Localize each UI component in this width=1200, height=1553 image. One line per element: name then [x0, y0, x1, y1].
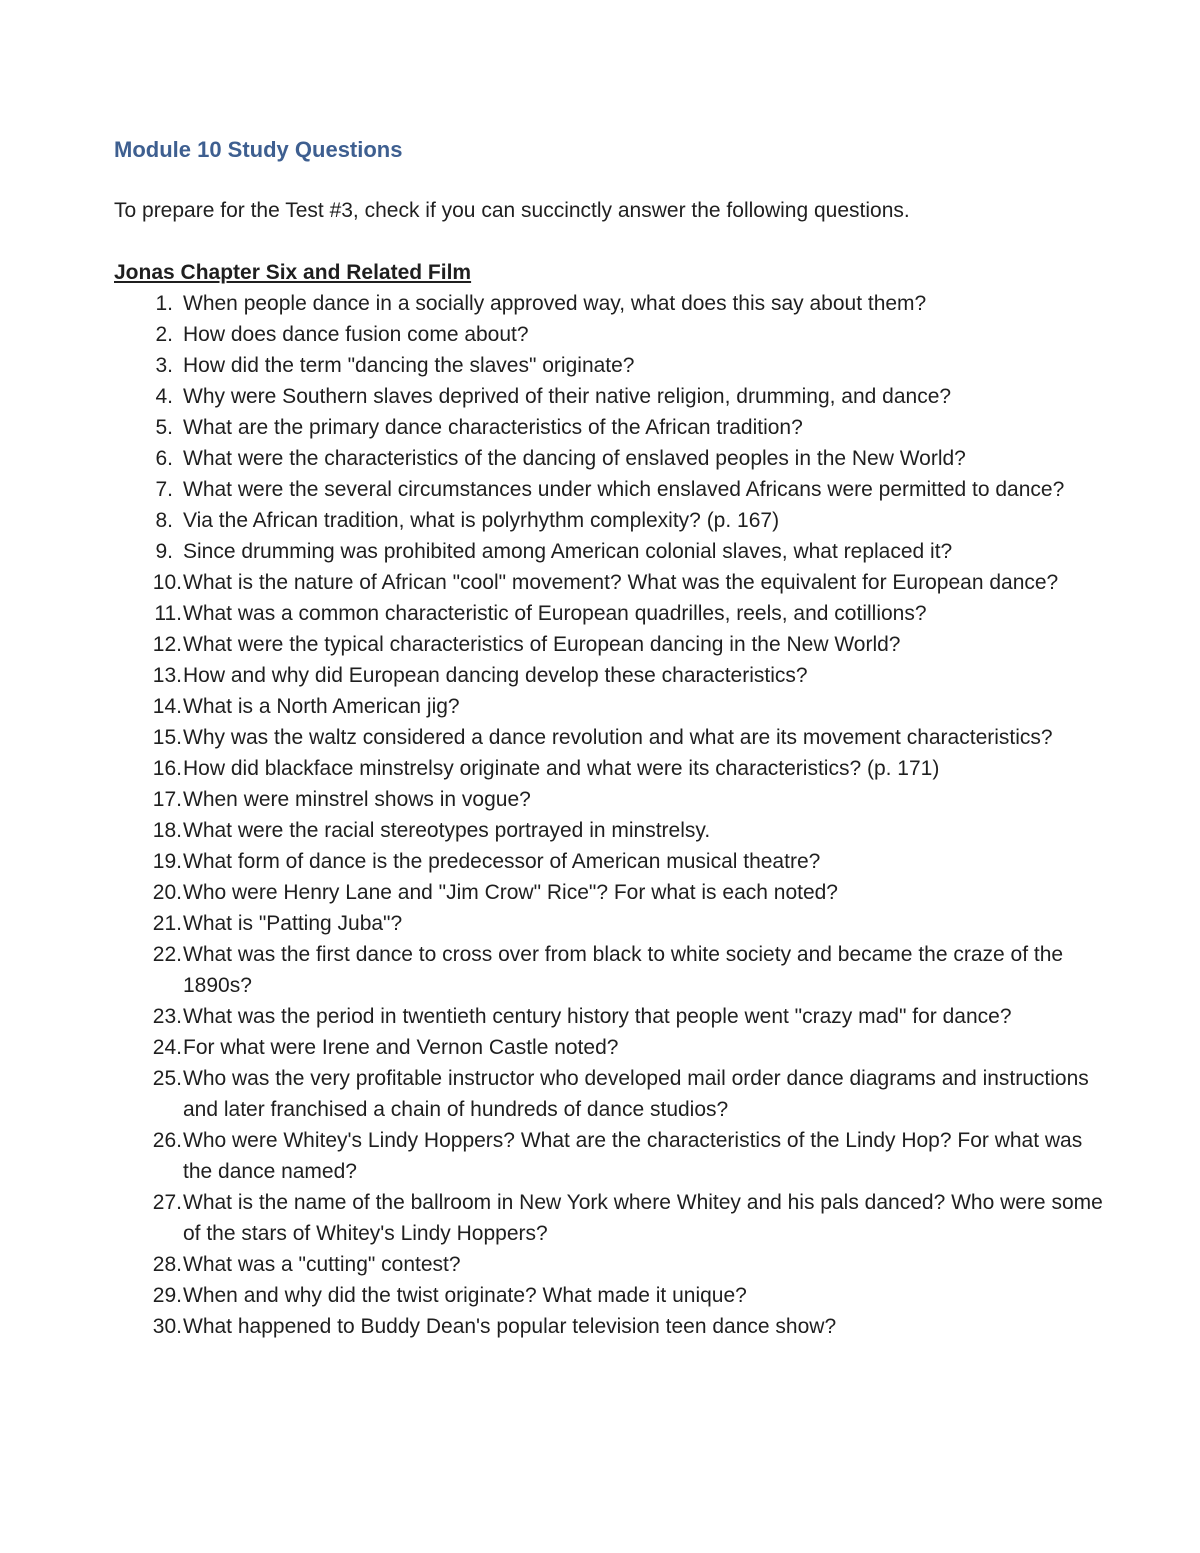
question-text: What is a North American jig?: [183, 695, 460, 718]
question-number: 1.: [155, 292, 173, 315]
question-text: Since drumming was prohibited among American colonial slaves, what replaced it?: [183, 540, 953, 563]
list-item: [114, 846, 1114, 877]
list-item: [114, 505, 1114, 536]
question-number: 10.: [152, 571, 182, 594]
list-item: [114, 908, 1114, 939]
list-item: [114, 350, 1114, 381]
list-item: [114, 319, 1114, 350]
list-item: [114, 1032, 1114, 1063]
question-text: When and why did the twist originate? What made it unique?: [183, 1284, 747, 1307]
question-text: Via the African tradition, what is polyrhythm complexity? (p. 167): [183, 509, 780, 532]
question-number: 28.: [152, 1253, 182, 1276]
question-number: 30.: [152, 1315, 182, 1338]
question-number: 21.: [152, 912, 182, 935]
question-number: 23.: [152, 1005, 182, 1028]
question-text: What were the several circumstances under which enslaved Africans were permitted to dance?: [183, 478, 1065, 501]
list-item: [114, 1187, 1114, 1249]
question-number: 5.: [155, 416, 173, 439]
list-item: [114, 536, 1114, 567]
question-number: 4.: [155, 385, 173, 408]
question-number: 3.: [155, 354, 173, 377]
question-number: 7.: [155, 478, 173, 501]
question-number: 15.: [152, 726, 182, 749]
question-text: How did blackface minstrelsy originate and what were its characteristics? (p. 171): [183, 757, 940, 780]
question-text: Why was the waltz considered a dance revolution and what are its movement characteristics?: [183, 726, 1053, 749]
question-text: What is the name of the ballroom in New York where Whitey and his pals danced? Who were some of the stars of Whitey's Lindy Hoppers?: [183, 1191, 1103, 1245]
list-item: [114, 598, 1114, 629]
question-text: What were the characteristics of the dancing of enslaved peoples in the New World?: [183, 447, 966, 470]
question-number: 29.: [152, 1284, 182, 1307]
question-number: 12.: [152, 633, 182, 656]
list-item: [114, 567, 1114, 598]
list-item: [114, 288, 1114, 319]
question-number: 27.: [152, 1191, 182, 1214]
list-item: [114, 474, 1114, 505]
question-number: 26.: [152, 1129, 182, 1152]
question-text: What are the primary dance characteristics of the African tradition?: [183, 416, 803, 439]
list-item: [114, 722, 1114, 753]
question-text: What is "Patting Juba"?: [183, 912, 403, 935]
question-text: For what were Irene and Vernon Castle noted?: [183, 1036, 619, 1059]
list-item: [114, 443, 1114, 474]
question-number: 25.: [152, 1067, 182, 1090]
page-title: Module 10 Study Questions: [114, 137, 403, 162]
list-item: [114, 1063, 1114, 1125]
question-text: What form of dance is the predecessor of American musical theatre?: [183, 850, 821, 873]
question-text: How and why did European dancing develop these characteristics?: [183, 664, 808, 687]
list-item: [114, 877, 1114, 908]
question-number: 6.: [155, 447, 173, 470]
list-item: [114, 629, 1114, 660]
question-text: What were the typical characteristics of European dancing in the New World?: [183, 633, 901, 656]
question-number: 8.: [155, 509, 173, 532]
list-item: [114, 660, 1114, 691]
list-item: [114, 753, 1114, 784]
question-list: [114, 288, 1114, 1342]
list-item: [114, 1125, 1114, 1187]
question-number: 20.: [152, 881, 182, 904]
question-number: 16.: [152, 757, 182, 780]
question-number: 13.: [152, 664, 182, 687]
question-text: How does dance fusion come about?: [183, 323, 529, 346]
list-item: [114, 412, 1114, 443]
question-text: What was a common characteristic of European quadrilles, reels, and cotillions?: [183, 602, 927, 625]
question-number: 22.: [152, 943, 182, 966]
list-item: [114, 1001, 1114, 1032]
question-text: What was the period in twentieth century history that people went "crazy mad" for dance?: [183, 1005, 1012, 1028]
document-page: [114, 133, 1114, 1342]
question-number: 2.: [155, 323, 173, 346]
list-item: [114, 815, 1114, 846]
list-item: [114, 1311, 1114, 1342]
question-number: 17.: [152, 788, 182, 811]
question-number: 11.: [154, 602, 182, 625]
list-item: [114, 691, 1114, 722]
question-number: 9.: [155, 540, 173, 563]
question-text: What was the first dance to cross over from black to white society and became the craze of the 1890s?: [183, 943, 1064, 997]
question-text: Who were Henry Lane and "Jim Crow" Rice"? For what is each noted?: [183, 881, 838, 904]
list-item: [114, 381, 1114, 412]
question-text: Who were Whitey's Lindy Hoppers? What are the characteristics of the Lindy Hop? For what was the dance named?: [183, 1129, 1083, 1183]
question-number: 24.: [152, 1036, 182, 1059]
question-text: What is the nature of African "cool" movement? What was the equivalent for European dance?: [183, 571, 1059, 594]
intro-paragraph: To prepare for the Test #3, check if you can succinctly answer the following questions.: [114, 199, 910, 222]
question-text: How did the term "dancing the slaves" originate?: [183, 354, 635, 377]
question-number: 18.: [152, 819, 182, 842]
question-number: 14.: [152, 695, 182, 718]
list-item: [114, 1249, 1114, 1280]
question-text: When were minstrel shows in vogue?: [183, 788, 531, 811]
list-item: [114, 1280, 1114, 1311]
question-number: 19.: [152, 850, 182, 873]
question-text: What happened to Buddy Dean's popular television teen dance show?: [183, 1315, 837, 1338]
question-text: What were the racial stereotypes portrayed in minstrelsy.: [183, 819, 711, 842]
question-text: Who was the very profitable instructor who developed mail order dance diagrams and instructions and later franchised a chain of hundreds of dance studios?: [183, 1067, 1089, 1121]
list-item: [114, 939, 1114, 1001]
list-item: [114, 784, 1114, 815]
question-text: Why were Southern slaves deprived of their native religion, drumming, and dance?: [183, 385, 952, 408]
question-text: What was a "cutting" contest?: [183, 1253, 461, 1276]
section-heading: Jonas Chapter Six and Related Film: [114, 261, 472, 284]
question-text: When people dance in a socially approved way, what does this say about them?: [183, 292, 927, 315]
